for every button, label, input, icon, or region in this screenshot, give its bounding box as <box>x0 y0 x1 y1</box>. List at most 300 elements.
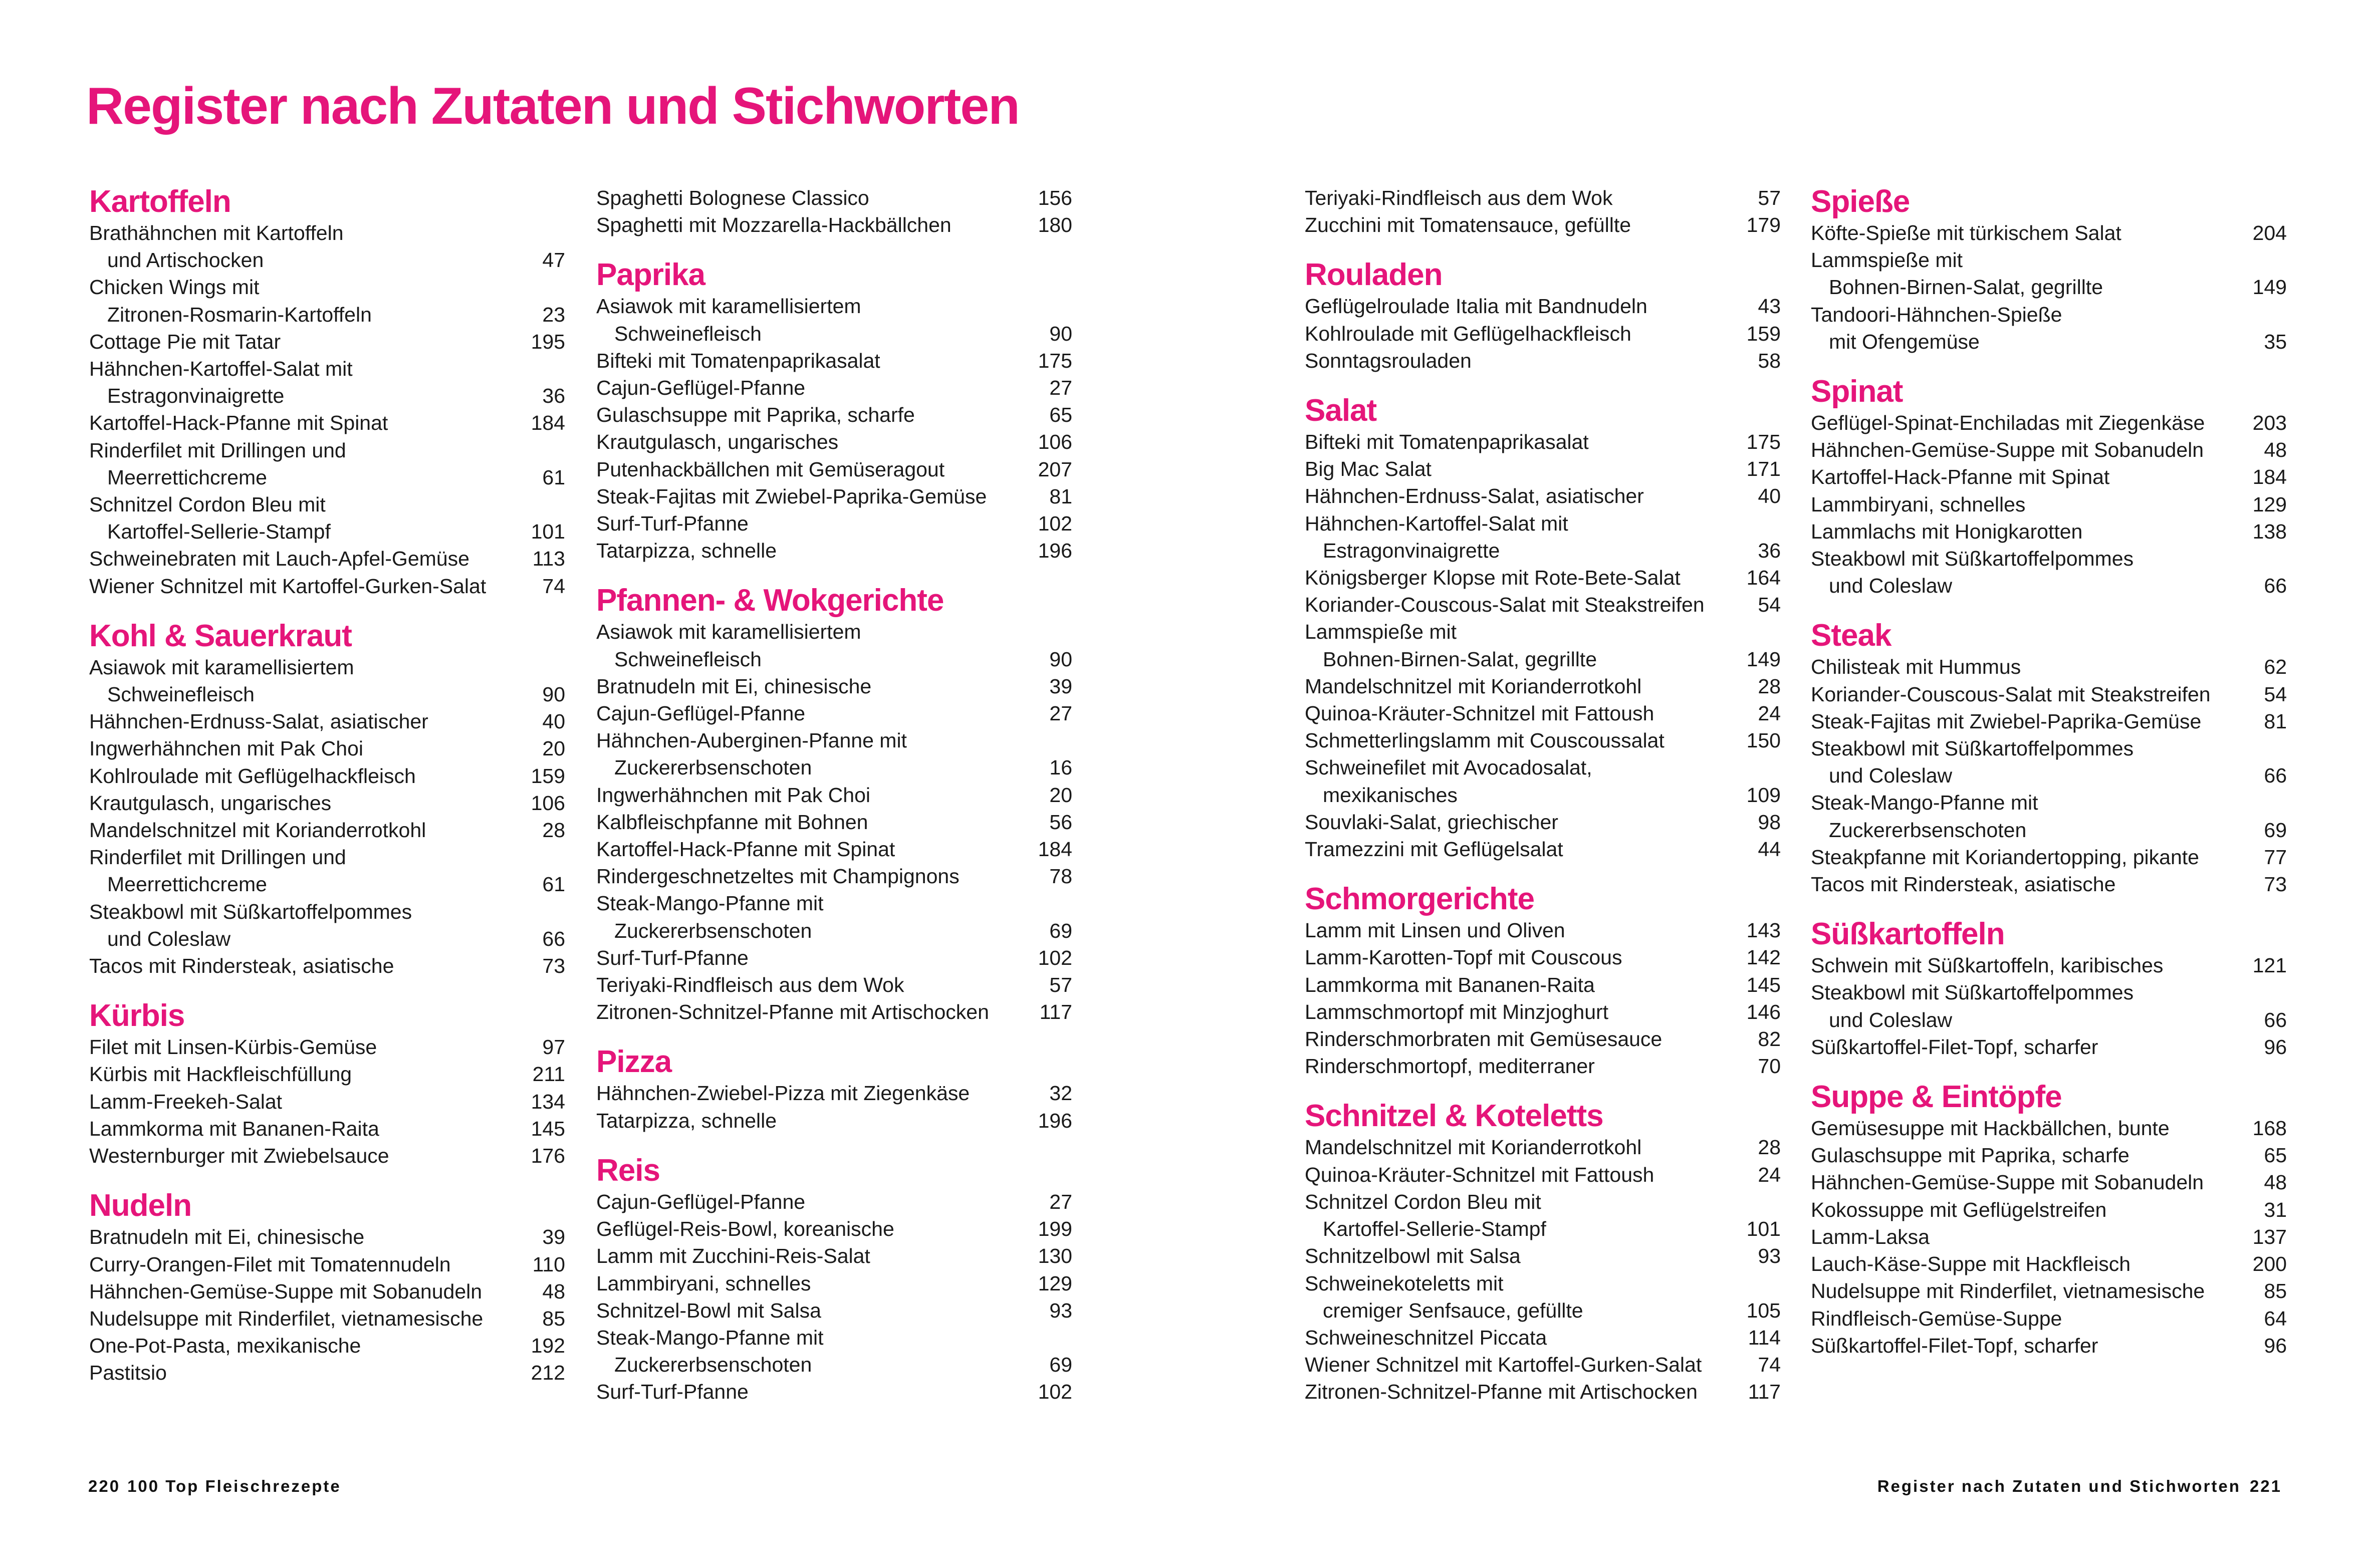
index-entry <box>89 654 565 708</box>
index-entry <box>1305 809 1781 836</box>
index-entry <box>89 817 565 844</box>
entry-title-line: Tandoori-Hähnchen-Spieße <box>1811 303 2062 326</box>
index-entry <box>1811 952 2287 979</box>
entry-page-number: 16 <box>1049 756 1072 779</box>
entry-title-line: Cajun-Geflügel-Pfanne <box>596 376 806 400</box>
index-entry <box>89 1278 565 1305</box>
entry-title <box>89 274 520 328</box>
index-entry <box>596 673 1072 700</box>
index-entry <box>596 1297 1072 1324</box>
section-heading: Steak <box>1811 618 1891 653</box>
entry-title <box>596 510 1027 537</box>
entry-title <box>1305 184 1736 211</box>
entry-title <box>596 1188 1027 1215</box>
entry-title <box>1305 673 1736 700</box>
entry-title-line: Rinderfilet mit Drillingen und <box>89 846 346 869</box>
entry-page-number: 35 <box>2264 330 2287 353</box>
entry-title <box>1305 944 1736 971</box>
index-section <box>596 1153 1072 1406</box>
entry-title-line: Schweinefleisch <box>614 647 762 671</box>
index-entry <box>1305 998 1781 1025</box>
section-heading: Reis <box>596 1153 660 1188</box>
entry-title <box>596 1378 1027 1405</box>
index-entry <box>1811 436 2287 463</box>
entry-title-line: Lammkorma mit Bananen-Raita <box>1305 973 1595 996</box>
index-entry <box>1305 727 1781 754</box>
entry-title <box>1811 1115 2242 1142</box>
index-entry <box>1305 673 1781 700</box>
index-entry <box>89 1088 565 1115</box>
entry-title <box>89 1332 520 1359</box>
entry-title-line: Zitronen-Schnitzel-Pfanne mit Artischocken <box>596 1000 989 1024</box>
entry-page-number: 54 <box>2264 682 2287 706</box>
entry-page-number: 149 <box>2252 276 2287 299</box>
entry-title-line: Schnitzel Cordon Bleu mit <box>1305 1190 1541 1213</box>
entry-title-line: Asiawok mit karamellisiertem <box>596 620 861 644</box>
entry-title-line: Schwein mit Süßkartoffeln, karibisches <box>1811 954 2164 977</box>
entry-page-number: 97 <box>542 1035 565 1059</box>
index-entry <box>1811 979 2287 1033</box>
entry-page-number: 176 <box>531 1144 565 1168</box>
entry-page-number: 105 <box>1746 1298 1781 1322</box>
entry-title-line: Westernburger mit Zwiebelsauce <box>89 1144 389 1168</box>
entry-page-number: 203 <box>2252 411 2287 435</box>
entry-title <box>89 790 520 817</box>
index-section <box>1305 257 1781 374</box>
entry-page-number: 64 <box>2264 1306 2287 1330</box>
entry-page-number: 23 <box>542 303 565 326</box>
page-number-right: 221 <box>2249 1477 2282 1495</box>
entry-title-line: Hähnchen-Auberginen-Pfanne mit <box>596 729 907 752</box>
index-entry <box>596 401 1072 428</box>
entry-title <box>596 890 1027 944</box>
entry-title-line: und Artischocken <box>107 248 264 272</box>
entry-title-line: Lamm-Freekeh-Salat <box>89 1090 283 1113</box>
entry-page-number: 78 <box>1049 865 1072 888</box>
entry-page-number: 113 <box>532 547 565 571</box>
entry-title <box>89 1142 520 1169</box>
entry-title <box>1305 727 1736 754</box>
entry-title-line: Steakbowl mit Süßkartoffelpommes <box>1811 737 2134 760</box>
entry-title-line: Curry-Orangen-Filet mit Tomatennudeln <box>89 1252 451 1276</box>
entry-title-line: Geflügelroulade Italia mit Bandnudeln <box>1305 295 1647 318</box>
entry-title-line: Steak-Mango-Pfanne mit <box>1811 791 2038 815</box>
entry-title <box>1811 1169 2242 1196</box>
entry-title-line: und Coleslaw <box>1829 574 1953 598</box>
entry-title-line: Surf-Turf-Pfanne <box>596 1380 749 1404</box>
index-section <box>1305 184 1781 238</box>
entry-title <box>89 735 520 762</box>
index-entry <box>1811 681 2287 708</box>
entry-page-number: 66 <box>2264 764 2287 788</box>
entry-title <box>1305 1324 1736 1351</box>
index-entry <box>1305 184 1781 211</box>
entry-title <box>1811 979 2242 1033</box>
entry-page-number: 101 <box>1746 1217 1781 1241</box>
entry-title-line: Teriyaki-Rindfleisch aus dem Wok <box>1305 186 1613 209</box>
entry-title <box>1811 1305 2242 1332</box>
entry-title-line: Filet mit Linsen-Kürbis-Gemüse <box>89 1035 377 1059</box>
index-entry <box>1811 1196 2287 1223</box>
index-entry <box>89 1359 565 1386</box>
entry-page-number: 65 <box>2264 1144 2287 1167</box>
index-entry <box>1305 1188 1781 1242</box>
entry-title-line: und Coleslaw <box>1829 1008 1953 1031</box>
entry-title <box>1305 428 1736 455</box>
entry-title <box>89 1278 520 1305</box>
entry-title <box>1811 952 2242 979</box>
index-entry <box>596 727 1072 781</box>
entry-page-number: 48 <box>542 1279 565 1303</box>
entry-title-line: Lammlachs mit Honigkarotten <box>1811 519 2083 543</box>
entry-title-line: Bratnudeln mit Ei, chinesische <box>89 1225 365 1249</box>
index-entry <box>596 836 1072 863</box>
index-entry <box>89 491 565 545</box>
section-heading: Schnitzel & Koteletts <box>1305 1099 1603 1134</box>
entry-title-line: Lammbiryani, schnelles <box>596 1271 811 1295</box>
index-entry <box>89 355 565 409</box>
entry-title-line: Lammkorma mit Bananen-Raita <box>89 1117 379 1140</box>
index-entry <box>1305 564 1781 591</box>
entry-title-line: Koriander-Couscous-Salat mit Steakstreifen <box>1305 593 1705 617</box>
entry-title <box>89 491 520 545</box>
entry-title-line: Estragonvinaigrette <box>107 384 285 408</box>
entry-page-number: 102 <box>1038 1380 1072 1404</box>
index-entry <box>1811 246 2287 301</box>
entry-title-line: Tramezzini mit Geflügelsalat <box>1305 838 1563 861</box>
index-entry <box>89 790 565 817</box>
entry-title-line: Meerrettichcreme <box>107 465 267 489</box>
entry-title <box>1305 320 1736 347</box>
entry-title-line: Nudelsuppe mit Rinderfilet, vietnamesische <box>1811 1279 2205 1303</box>
footer-right <box>1877 1477 2282 1496</box>
entry-page-number: 62 <box>2264 655 2287 679</box>
entry-title <box>1305 293 1736 320</box>
entry-title <box>1811 735 2242 789</box>
entry-title <box>1305 1053 1736 1080</box>
entry-title-line: Schweinebraten mit Lauch-Apfel-Gemüse <box>89 547 469 571</box>
index-entry <box>1811 1277 2287 1304</box>
index-entry <box>1811 735 2287 789</box>
index-section <box>1811 917 2287 1061</box>
entry-page-number: 36 <box>1758 539 1781 562</box>
index-entry <box>1811 409 2287 436</box>
entry-title <box>596 673 1027 700</box>
index-entry <box>1305 1242 1781 1269</box>
index-entry <box>1305 347 1781 374</box>
section-heading: Pfannen- & Wokgerichte <box>596 583 944 618</box>
entry-page-number: 121 <box>2252 954 2287 977</box>
entry-title <box>1305 917 1736 944</box>
entry-title <box>1305 1351 1736 1378</box>
entry-page-number: 77 <box>2264 845 2287 869</box>
index-entry <box>1811 1250 2287 1277</box>
entry-title-line: mexikanisches <box>1323 783 1458 807</box>
entry-title <box>89 708 520 735</box>
index-entry <box>596 483 1072 510</box>
entry-title <box>596 1270 1027 1297</box>
entry-title <box>596 184 1027 211</box>
entry-title-line: Tatarpizza, schnelle <box>596 1109 777 1132</box>
entry-title-line: Quinoa-Kräuter-Schnitzel mit Fattoush <box>1305 1163 1654 1186</box>
index-entry <box>1811 491 2287 518</box>
entry-title <box>1811 871 2242 898</box>
entry-title-line: Steakbowl mit Süßkartoffelpommes <box>1811 547 2134 571</box>
entry-page-number: 93 <box>1758 1244 1781 1268</box>
entry-page-number: 195 <box>531 330 565 353</box>
entry-page-number: 184 <box>531 411 565 435</box>
entry-title-line: Gulaschsuppe mit Paprika, scharfe <box>596 403 915 427</box>
entry-title <box>1305 1134 1736 1161</box>
entry-title <box>1305 564 1736 591</box>
index-entry <box>596 1080 1072 1107</box>
index-entry <box>89 735 565 762</box>
entry-title-line: Gulaschsuppe mit Paprika, scharfe <box>1811 1144 2129 1167</box>
entry-title-line: Gemüsesuppe mit Hackbällchen, bunte <box>1811 1117 2170 1140</box>
entry-title-line: Big Mac Salat <box>1305 457 1432 481</box>
index-entry <box>89 1223 565 1250</box>
section-heading: Kürbis <box>89 998 185 1033</box>
entry-page-number: 43 <box>1758 295 1781 318</box>
index-entry <box>596 510 1072 537</box>
entry-title-line: Wiener Schnitzel mit Kartoffel-Gurken-Salat <box>89 574 487 598</box>
entry-title-line: Lamm-Karotten-Topf mit Couscous <box>1305 946 1622 969</box>
entry-title-line: Rindergeschnetzeltes mit Champignons <box>596 865 960 888</box>
index-column-3 <box>1305 184 1781 1406</box>
index-entry <box>596 700 1072 727</box>
entry-page-number: 159 <box>1746 322 1781 345</box>
entry-page-number: 54 <box>1758 593 1781 617</box>
index-entry <box>1811 1033 2287 1061</box>
entry-page-number: 73 <box>542 954 565 978</box>
entry-title-line: Köfte-Spieße mit türkischem Salat <box>1811 221 2121 244</box>
entry-page-number: 142 <box>1746 946 1781 969</box>
index-entry <box>1811 1223 2287 1250</box>
entry-page-number: 199 <box>1038 1217 1072 1241</box>
index-section <box>1811 1080 2287 1359</box>
entry-title-line: Mandelschnitzel mit Korianderrotkohl <box>89 819 426 842</box>
entry-title <box>89 817 520 844</box>
index-section <box>1305 393 1781 863</box>
entry-page-number: 69 <box>1049 1353 1072 1377</box>
entry-title <box>596 537 1027 564</box>
entry-title <box>1811 463 2242 490</box>
entry-page-number: 57 <box>1758 186 1781 209</box>
entry-page-number: 39 <box>542 1225 565 1249</box>
entry-title-line: Schnitzel-Bowl mit Salsa <box>596 1298 821 1322</box>
entry-title-line: Spaghetti mit Mozzarella-Hackbällchen <box>596 213 952 237</box>
index-section <box>596 583 1072 1025</box>
index-entry <box>1811 844 2287 871</box>
entry-title-line: Cajun-Geflügel-Pfanne <box>596 702 806 725</box>
entry-title-line: Zucchini mit Tomatensauce, gefüllte <box>1305 213 1631 237</box>
index-entry <box>89 219 565 274</box>
index-entry <box>89 274 565 328</box>
entry-title-line: Steak-Mango-Pfanne mit <box>596 1326 824 1349</box>
entry-page-number: 145 <box>531 1117 565 1140</box>
entry-title <box>596 618 1027 672</box>
entry-title-line: Kürbis mit Hackfleischfüllung <box>89 1063 352 1086</box>
entry-title-line: Hähnchen-Erdnuss-Salat, asiatischer <box>89 710 428 733</box>
entry-title <box>1811 1033 2242 1061</box>
index-entry <box>596 211 1072 238</box>
footer-left <box>88 1477 341 1496</box>
entry-title-line: Geflügel-Spinat-Enchiladas mit Ziegenkäse <box>1811 411 2205 435</box>
entry-title-line: Schnitzelbowl mit Salsa <box>1305 1244 1521 1268</box>
entry-title-line: Brathähnchen mit Kartoffeln <box>89 221 344 244</box>
entry-page-number: 20 <box>542 737 565 760</box>
entry-page-number: 212 <box>531 1361 565 1385</box>
entry-page-number: 106 <box>1038 430 1072 454</box>
section-heading: Süßkartoffeln <box>1811 917 2005 952</box>
entry-title-line: und Coleslaw <box>1829 764 1953 788</box>
entry-title-line: Hähnchen-Gemüse-Suppe mit Sobanudeln <box>1811 438 2204 462</box>
entry-page-number: 192 <box>531 1334 565 1358</box>
entry-title-line: Bohnen-Birnen-Salat, gegrillte <box>1829 276 2103 299</box>
entry-title <box>1811 653 2242 680</box>
index-entry <box>596 781 1072 809</box>
entry-title <box>89 844 520 898</box>
entry-title-line: Steakbowl mit Süßkartoffelpommes <box>1811 981 2134 1004</box>
entry-title <box>596 347 1027 374</box>
entry-page-number: 184 <box>1038 838 1072 861</box>
entry-title <box>1811 1142 2242 1169</box>
section-heading: Kohl & Sauerkraut <box>89 618 352 653</box>
entry-title <box>89 1061 520 1088</box>
entry-title <box>1811 1250 2242 1277</box>
entry-page-number: 101 <box>531 520 565 544</box>
entry-title <box>1305 510 1736 564</box>
entry-title-line: mit Ofengemüse <box>1829 330 1980 353</box>
entry-title <box>1305 1161 1736 1188</box>
entry-page-number: 82 <box>1758 1027 1781 1051</box>
entry-title-line: Schmetterlingslamm mit Couscoussalat <box>1305 729 1665 752</box>
entry-title <box>596 700 1027 727</box>
entry-title <box>596 456 1027 483</box>
entry-page-number: 156 <box>1038 186 1072 209</box>
entry-title-line: Asiawok mit karamellisiertem <box>596 295 861 318</box>
entry-title <box>1305 971 1736 998</box>
entry-title <box>596 211 1027 238</box>
entry-page-number: 180 <box>1038 213 1072 237</box>
entry-page-number: 96 <box>2264 1334 2287 1357</box>
entry-page-number: 66 <box>2264 574 2287 598</box>
entry-page-number: 130 <box>1038 1244 1072 1268</box>
page-title: Register nach Zutaten und Stichworten <box>86 77 1019 135</box>
index-entry <box>1305 1053 1781 1080</box>
index-entry <box>1305 1378 1781 1405</box>
entry-page-number: 27 <box>1049 376 1072 400</box>
entry-page-number: 137 <box>2252 1225 2287 1248</box>
entry-page-number: 98 <box>1758 810 1781 834</box>
entry-title <box>1811 681 2242 708</box>
index-column-1 <box>89 184 565 1387</box>
entry-title-line: Mandelschnitzel mit Korianderrotkohl <box>1305 674 1642 698</box>
entry-title-line: Schnitzel Cordon Bleu mit <box>89 493 326 516</box>
entry-title <box>596 1215 1027 1242</box>
entry-title-line: Bohnen-Birnen-Salat, gegrillte <box>1323 647 1597 671</box>
section-heading: Rouladen <box>1305 257 1443 293</box>
index-entry <box>1305 510 1781 564</box>
entry-page-number: 39 <box>1049 674 1072 698</box>
index-entry <box>596 1215 1072 1242</box>
entry-page-number: 146 <box>1746 1000 1781 1023</box>
entry-page-number: 145 <box>1746 973 1781 996</box>
entry-title <box>1811 219 2242 246</box>
entry-title-line: Steak-Fajitas mit Zwiebel-Paprika-Gemüse <box>596 484 987 508</box>
entry-title-line: Sonntagsrouladen <box>1305 349 1472 372</box>
entry-title-line: Steak-Fajitas mit Zwiebel-Paprika-Gemüse <box>1811 709 2202 733</box>
entry-title <box>1305 482 1736 509</box>
entry-title-line: Rindfleisch-Gemüse-Suppe <box>1811 1306 2062 1330</box>
entry-page-number: 138 <box>2252 519 2287 543</box>
index-entry <box>1811 1305 2287 1332</box>
entry-page-number: 90 <box>1049 647 1072 671</box>
entry-title <box>1305 998 1736 1025</box>
entry-title-line: Kohlroulade mit Geflügelhackfleisch <box>1305 322 1631 345</box>
section-heading: Pizza <box>596 1044 672 1080</box>
entry-page-number: 47 <box>542 248 565 272</box>
entry-title <box>596 727 1027 781</box>
entry-title <box>1305 1242 1736 1269</box>
entry-title <box>89 1359 520 1386</box>
index-section <box>89 184 565 600</box>
entry-title <box>596 1242 1027 1269</box>
entry-page-number: 36 <box>542 384 565 408</box>
entry-title <box>89 545 520 572</box>
index-section <box>596 1044 1072 1134</box>
index-entry <box>89 898 565 952</box>
index-entry <box>89 409 565 436</box>
entry-title <box>89 654 520 708</box>
entry-title <box>89 898 520 952</box>
entry-page-number: 90 <box>542 683 565 706</box>
entry-title-line: Hähnchen-Erdnuss-Salat, asiatischer <box>1305 484 1644 508</box>
entry-title <box>1811 1277 2242 1304</box>
entry-title-line: Rinderschmorbraten mit Gemüsesauce <box>1305 1027 1663 1051</box>
entry-page-number: 28 <box>1758 1136 1781 1159</box>
entry-title-line: Bratnudeln mit Ei, chinesische <box>596 674 872 698</box>
entry-title-line: Rinderschmortopf, mediterraner <box>1305 1055 1595 1078</box>
entry-title <box>596 1080 1027 1107</box>
entry-title <box>596 428 1027 455</box>
index-entry <box>596 618 1072 672</box>
entry-page-number: 150 <box>1746 729 1781 752</box>
entry-title <box>1811 789 2242 843</box>
index-entry <box>1305 591 1781 618</box>
index-entry <box>1305 700 1781 727</box>
index-entry <box>89 1251 565 1278</box>
entry-title-line: Schweinekoteletts mit <box>1305 1271 1504 1295</box>
entry-title <box>1305 591 1736 618</box>
index-entry <box>89 328 565 355</box>
page-number-left: 220 <box>88 1477 121 1495</box>
index-section <box>1305 882 1781 1080</box>
entry-title-line: Kalbfleischpfanne mit Bohnen <box>596 810 868 834</box>
index-entry <box>596 998 1072 1025</box>
entry-page-number: 28 <box>1758 674 1781 698</box>
entry-page-number: 40 <box>1758 484 1781 508</box>
entry-page-number: 85 <box>2264 1279 2287 1303</box>
entry-page-number: 48 <box>2264 1171 2287 1194</box>
entry-page-number: 204 <box>2252 221 2287 244</box>
index-entry <box>1305 1324 1781 1351</box>
entry-title <box>596 1324 1027 1378</box>
entry-title <box>1305 809 1736 836</box>
entry-page-number: 207 <box>1038 457 1072 481</box>
entry-title-line: Bifteki mit Tomatenpaprikasalat <box>596 349 880 372</box>
entry-title-line: Tatarpizza, schnelle <box>596 539 777 563</box>
